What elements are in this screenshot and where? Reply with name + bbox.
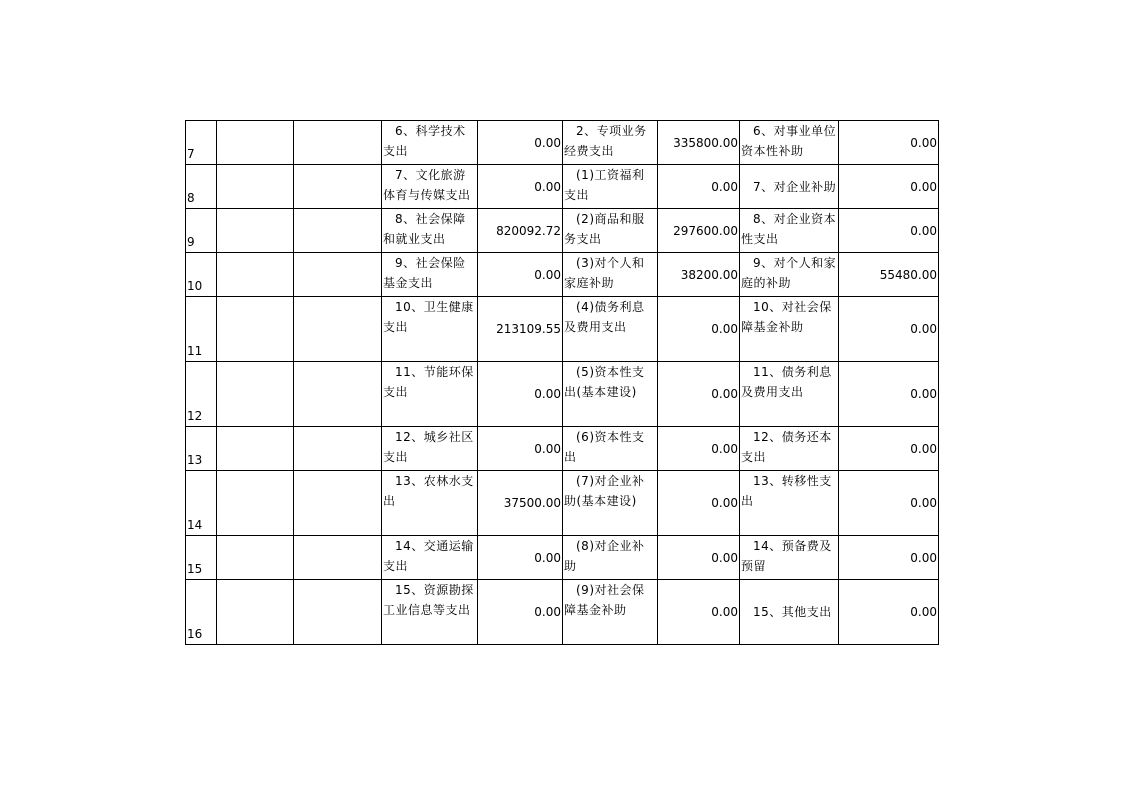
table-row xyxy=(186,297,939,362)
gov-economic-category-label: 14、预备费及预留 xyxy=(740,536,839,580)
row-number: 9 xyxy=(186,209,217,253)
function-category-label: 6、科学技术支出 xyxy=(382,121,478,165)
gov-economic-category-value: 0.00 xyxy=(839,471,939,536)
economic-category-label: (1)工资福利支出 xyxy=(563,165,658,209)
gov-economic-category-value: 0.00 xyxy=(839,536,939,580)
function-category-value: 213109.55 xyxy=(478,297,563,362)
table-row xyxy=(186,165,939,209)
economic-category-label: (7)对企业补助(基本建设) xyxy=(563,471,658,536)
function-category-value: 0.00 xyxy=(478,427,563,471)
row-number: 8 xyxy=(186,165,217,209)
function-category-label: 9、社会保险基金支出 xyxy=(382,253,478,297)
economic-category-value: 335800.00 xyxy=(658,121,740,165)
empty-cell xyxy=(294,362,382,427)
gov-economic-category-label: 15、其他支出 xyxy=(740,580,839,645)
economic-category-value: 0.00 xyxy=(658,362,740,427)
empty-cell xyxy=(294,471,382,536)
empty-cell xyxy=(217,362,294,427)
row-number: 16 xyxy=(186,580,217,645)
empty-cell xyxy=(217,165,294,209)
gov-economic-category-value: 0.00 xyxy=(839,297,939,362)
empty-cell xyxy=(217,580,294,645)
economic-category-label: (3)对个人和家庭补助 xyxy=(563,253,658,297)
function-category-label: 14、交通运输支出 xyxy=(382,536,478,580)
table-body xyxy=(186,121,939,645)
empty-cell xyxy=(217,536,294,580)
row-number: 10 xyxy=(186,253,217,297)
gov-economic-category-label: 11、债务利息及费用支出 xyxy=(740,362,839,427)
gov-economic-category-label: 8、对企业资本性支出 xyxy=(740,209,839,253)
economic-category-value: 38200.00 xyxy=(658,253,740,297)
empty-cell xyxy=(217,121,294,165)
table-row xyxy=(186,580,939,645)
empty-cell xyxy=(294,427,382,471)
function-category-label: 8、社会保障和就业支出 xyxy=(382,209,478,253)
gov-economic-category-value: 55480.00 xyxy=(839,253,939,297)
row-number: 14 xyxy=(186,471,217,536)
gov-economic-category-value: 0.00 xyxy=(839,362,939,427)
function-category-value: 37500.00 xyxy=(478,471,563,536)
row-number: 12 xyxy=(186,362,217,427)
gov-economic-category-label: 9、对个人和家庭的补助 xyxy=(740,253,839,297)
gov-economic-category-value: 0.00 xyxy=(839,209,939,253)
economic-category-label: (8)对企业补助 xyxy=(563,536,658,580)
economic-category-label: (6)资本性支出 xyxy=(563,427,658,471)
gov-economic-category-label: 12、债务还本支出 xyxy=(740,427,839,471)
function-category-label: 12、城乡社区支出 xyxy=(382,427,478,471)
economic-category-label: (2)商品和服务支出 xyxy=(563,209,658,253)
function-category-label: 10、卫生健康支出 xyxy=(382,297,478,362)
empty-cell xyxy=(294,209,382,253)
empty-cell xyxy=(294,297,382,362)
row-number: 13 xyxy=(186,427,217,471)
economic-category-value: 0.00 xyxy=(658,471,740,536)
gov-economic-category-label: 7、对企业补助 xyxy=(740,165,839,209)
empty-cell xyxy=(294,121,382,165)
gov-economic-category-value: 0.00 xyxy=(839,427,939,471)
table-row xyxy=(186,362,939,427)
gov-economic-category-label: 6、对事业单位资本性补助 xyxy=(740,121,839,165)
economic-category-label: (4)债务利息及费用支出 xyxy=(563,297,658,362)
empty-cell xyxy=(217,253,294,297)
economic-category-label: (9)对社会保障基金补助 xyxy=(563,580,658,645)
empty-cell xyxy=(294,536,382,580)
row-number: 11 xyxy=(186,297,217,362)
table-row xyxy=(186,253,939,297)
function-category-value: 0.00 xyxy=(478,362,563,427)
table-row xyxy=(186,427,939,471)
economic-category-value: 0.00 xyxy=(658,580,740,645)
economic-category-value: 0.00 xyxy=(658,165,740,209)
empty-cell xyxy=(294,580,382,645)
empty-cell xyxy=(217,427,294,471)
function-category-label: 11、节能环保支出 xyxy=(382,362,478,427)
function-category-value: 0.00 xyxy=(478,580,563,645)
economic-category-label: (5)资本性支出(基本建设) xyxy=(563,362,658,427)
empty-cell xyxy=(294,253,382,297)
empty-cell xyxy=(217,209,294,253)
table-row xyxy=(186,209,939,253)
gov-economic-category-label: 10、对社会保障基金补助 xyxy=(740,297,839,362)
economic-category-value: 0.00 xyxy=(658,297,740,362)
economic-category-value: 0.00 xyxy=(658,427,740,471)
function-category-value: 0.00 xyxy=(478,253,563,297)
function-category-value: 820092.72 xyxy=(478,209,563,253)
economic-category-label: 2、专项业务经费支出 xyxy=(563,121,658,165)
gov-economic-category-value: 0.00 xyxy=(839,165,939,209)
gov-economic-category-label: 13、转移性支出 xyxy=(740,471,839,536)
table-row xyxy=(186,471,939,536)
economic-category-value: 0.00 xyxy=(658,536,740,580)
empty-cell xyxy=(217,471,294,536)
function-category-label: 7、文化旅游体育与传媒支出 xyxy=(382,165,478,209)
function-category-label: 15、资源勘探工业信息等支出 xyxy=(382,580,478,645)
function-category-value: 0.00 xyxy=(478,121,563,165)
gov-economic-category-value: 0.00 xyxy=(839,121,939,165)
function-category-value: 0.00 xyxy=(478,165,563,209)
row-number: 7 xyxy=(186,121,217,165)
budget-table xyxy=(185,120,939,645)
economic-category-value: 297600.00 xyxy=(658,209,740,253)
empty-cell xyxy=(217,297,294,362)
function-category-label: 13、农林水支出 xyxy=(382,471,478,536)
row-number: 15 xyxy=(186,536,217,580)
gov-economic-category-value: 0.00 xyxy=(839,580,939,645)
table-row xyxy=(186,536,939,580)
function-category-value: 0.00 xyxy=(478,536,563,580)
table-row xyxy=(186,121,939,165)
empty-cell xyxy=(294,165,382,209)
